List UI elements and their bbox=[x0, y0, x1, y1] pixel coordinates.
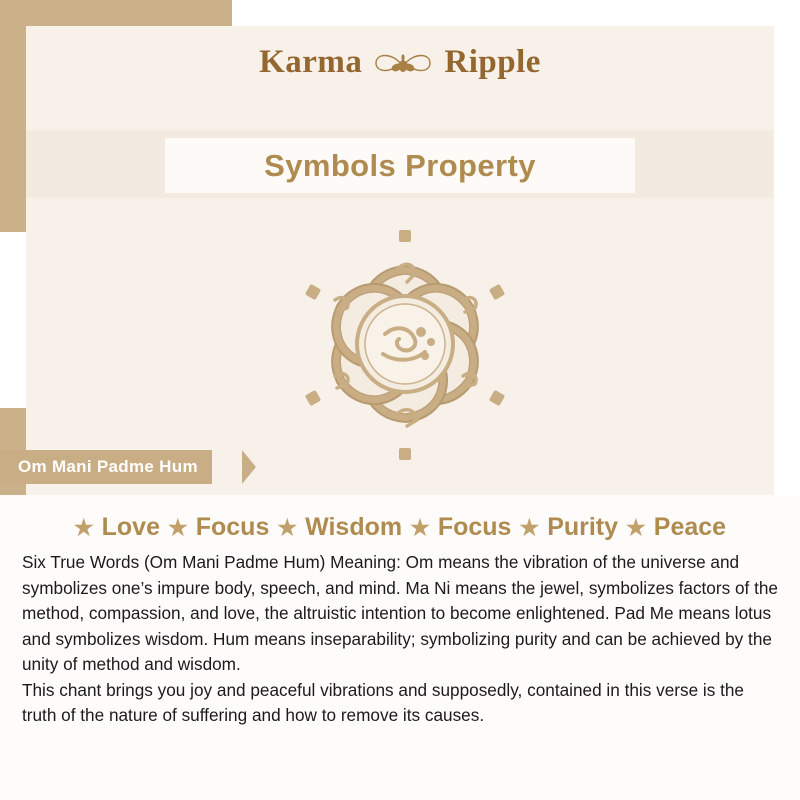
corner-decoration-top-left-horizontal bbox=[0, 0, 232, 26]
mantra-ribbon-label: Om Mani Padme Hum bbox=[18, 457, 198, 476]
brand-header bbox=[0, 44, 800, 81]
description-card bbox=[0, 495, 800, 800]
keyword-peace: Peace bbox=[653, 513, 727, 541]
corner-decoration-top-left-vertical bbox=[0, 0, 26, 232]
lotus-infinity-icon bbox=[372, 46, 434, 80]
mantra-ribbon-notch bbox=[242, 450, 256, 484]
star-icon: ★ bbox=[277, 514, 298, 540]
title-banner bbox=[165, 138, 635, 193]
keyword-focus-1: Focus bbox=[195, 513, 270, 541]
description-paragraph-1: Six True Words (Om Mani Padme Hum) Meaning: Om means the vibration of the universe and symbolizes one’s impure body, speech, and mind. Ma Ni means the jewel, symbolizes factors of the method, compassion, and love, the altruistic intention to become enlightened. Pad Me means lotus and symbolizes wisdom. Hum means inseparability; symbolizing purity and can be achieved by the unity of method and wisdom. bbox=[22, 552, 778, 674]
mandala-graphic bbox=[255, 210, 555, 480]
mantra-ribbon bbox=[0, 450, 212, 484]
description-text bbox=[0, 542, 800, 729]
description-paragraph-2: This chant brings you joy and peaceful vibrations and supposedly, contained in this verse is the truth of the nature of suffering and how to remove its causes. bbox=[22, 679, 744, 725]
page-title: Symbols Property bbox=[264, 147, 536, 183]
star-icon: ★ bbox=[519, 514, 540, 540]
keyword-row bbox=[0, 495, 800, 542]
star-icon: ★ bbox=[410, 514, 430, 540]
star-icon: ★ bbox=[626, 514, 646, 540]
star-icon: ★ bbox=[73, 514, 94, 540]
keyword-purity: Purity bbox=[547, 513, 619, 541]
keyword-love: Love bbox=[101, 513, 160, 541]
keyword-wisdom: Wisdom bbox=[305, 513, 403, 541]
brand-name-right: Ripple bbox=[444, 44, 541, 80]
star-icon: ★ bbox=[168, 514, 188, 540]
brand-name-left: Karma bbox=[259, 44, 363, 80]
keyword-focus-2: Focus bbox=[437, 513, 512, 541]
